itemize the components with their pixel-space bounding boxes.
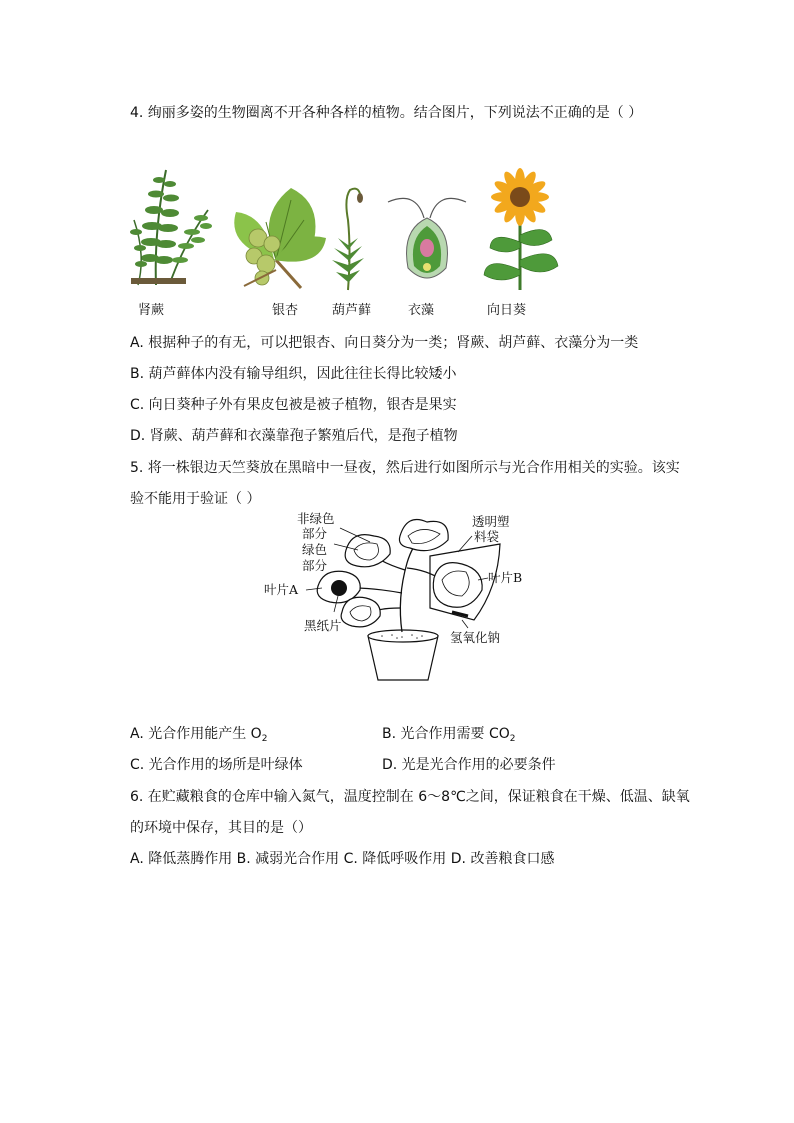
- label-naoh: 氢氧化钠: [450, 630, 501, 645]
- q6-stem-line1: 6. 在贮藏粮食的仓库中输入氮气，温度控制在 6～8℃之间，保证粮食在干燥、低温、缺氧: [130, 789, 690, 805]
- ginkgo-image: [234, 188, 326, 288]
- q5-stem-line1: 5. 将一株银边天竺葵放在黑暗中一昼夜，然后进行如图所示与光合作用相关的实验。该实: [130, 460, 680, 476]
- plant-label-fern: 肾蕨: [138, 303, 165, 318]
- plant-label-moss: 葫芦藓: [332, 303, 372, 318]
- photosynthesis-diagram: [262, 508, 530, 686]
- q5-option-b: B. 光合作用需要 $CO_2$: [382, 726, 516, 744]
- label-bag-1: 透明塑: [472, 514, 510, 529]
- q6-options: A. 降低蒸腾作用 B. 减弱光合作用 C. 降低呼吸作用 D. 改善粮食口感: [130, 851, 555, 867]
- black-paper-shape: [331, 580, 347, 596]
- label-black-paper: 黑纸片: [304, 618, 342, 633]
- geranium-experiment-figure: [262, 508, 530, 686]
- q6-stem-line2: 的环境中保存，其目的是（）: [130, 820, 312, 836]
- moss-image: [332, 189, 364, 290]
- plant-label-ginkgo: 银杏: [272, 303, 299, 318]
- q5-stem-line2: 验不能用于验证（ ）: [130, 491, 261, 507]
- q4-option-b: B. 葫芦藓体内没有输导组织，因此往往长得比较矮小: [130, 366, 457, 382]
- sunflower-image: [484, 168, 558, 290]
- q5-option-c: C. 光合作用的场所是叶绿体: [130, 757, 303, 773]
- q4-option-c: C. 向日葵种子外有果皮包被是被子植物，银杏是果实: [130, 397, 457, 413]
- label-bag-2: 料袋: [474, 529, 500, 544]
- label-green-1: 绿色: [302, 542, 328, 557]
- q5-option-d: D. 光是光合作用的必要条件: [382, 757, 556, 773]
- chlamydomonas-image: [388, 198, 466, 278]
- plant-label-chlamydomonas: 衣藻: [408, 303, 435, 318]
- label-leaf-b: 叶片B: [488, 570, 523, 585]
- label-leaf-a: 叶片A: [264, 582, 299, 597]
- q5-option-a: A. 光合作用能产生 $O_2$: [130, 726, 268, 744]
- label-green-2: 部分: [302, 558, 328, 573]
- q4-stem: 4. 绚丽多姿的生物圈离不开各种各样的植物。结合图片，下列说法不正确的是（ ）: [130, 105, 643, 121]
- plant-images: [126, 160, 566, 295]
- plant-illustrations: [126, 160, 566, 295]
- plant-label-sunflower: 向日葵: [487, 303, 527, 318]
- q4-option-a: A. 根据种子的有无，可以把银杏、向日葵分为一类；肾蕨、胡芦藓、衣藻分为一类: [130, 335, 639, 351]
- q4-option-d: D. 肾蕨、葫芦藓和衣藻靠孢子繁殖后代，是孢子植物: [130, 428, 458, 444]
- fern-image: [130, 170, 212, 285]
- label-nongreen-2: 部分: [302, 526, 328, 541]
- label-nongreen-1: 非绿色: [297, 511, 335, 526]
